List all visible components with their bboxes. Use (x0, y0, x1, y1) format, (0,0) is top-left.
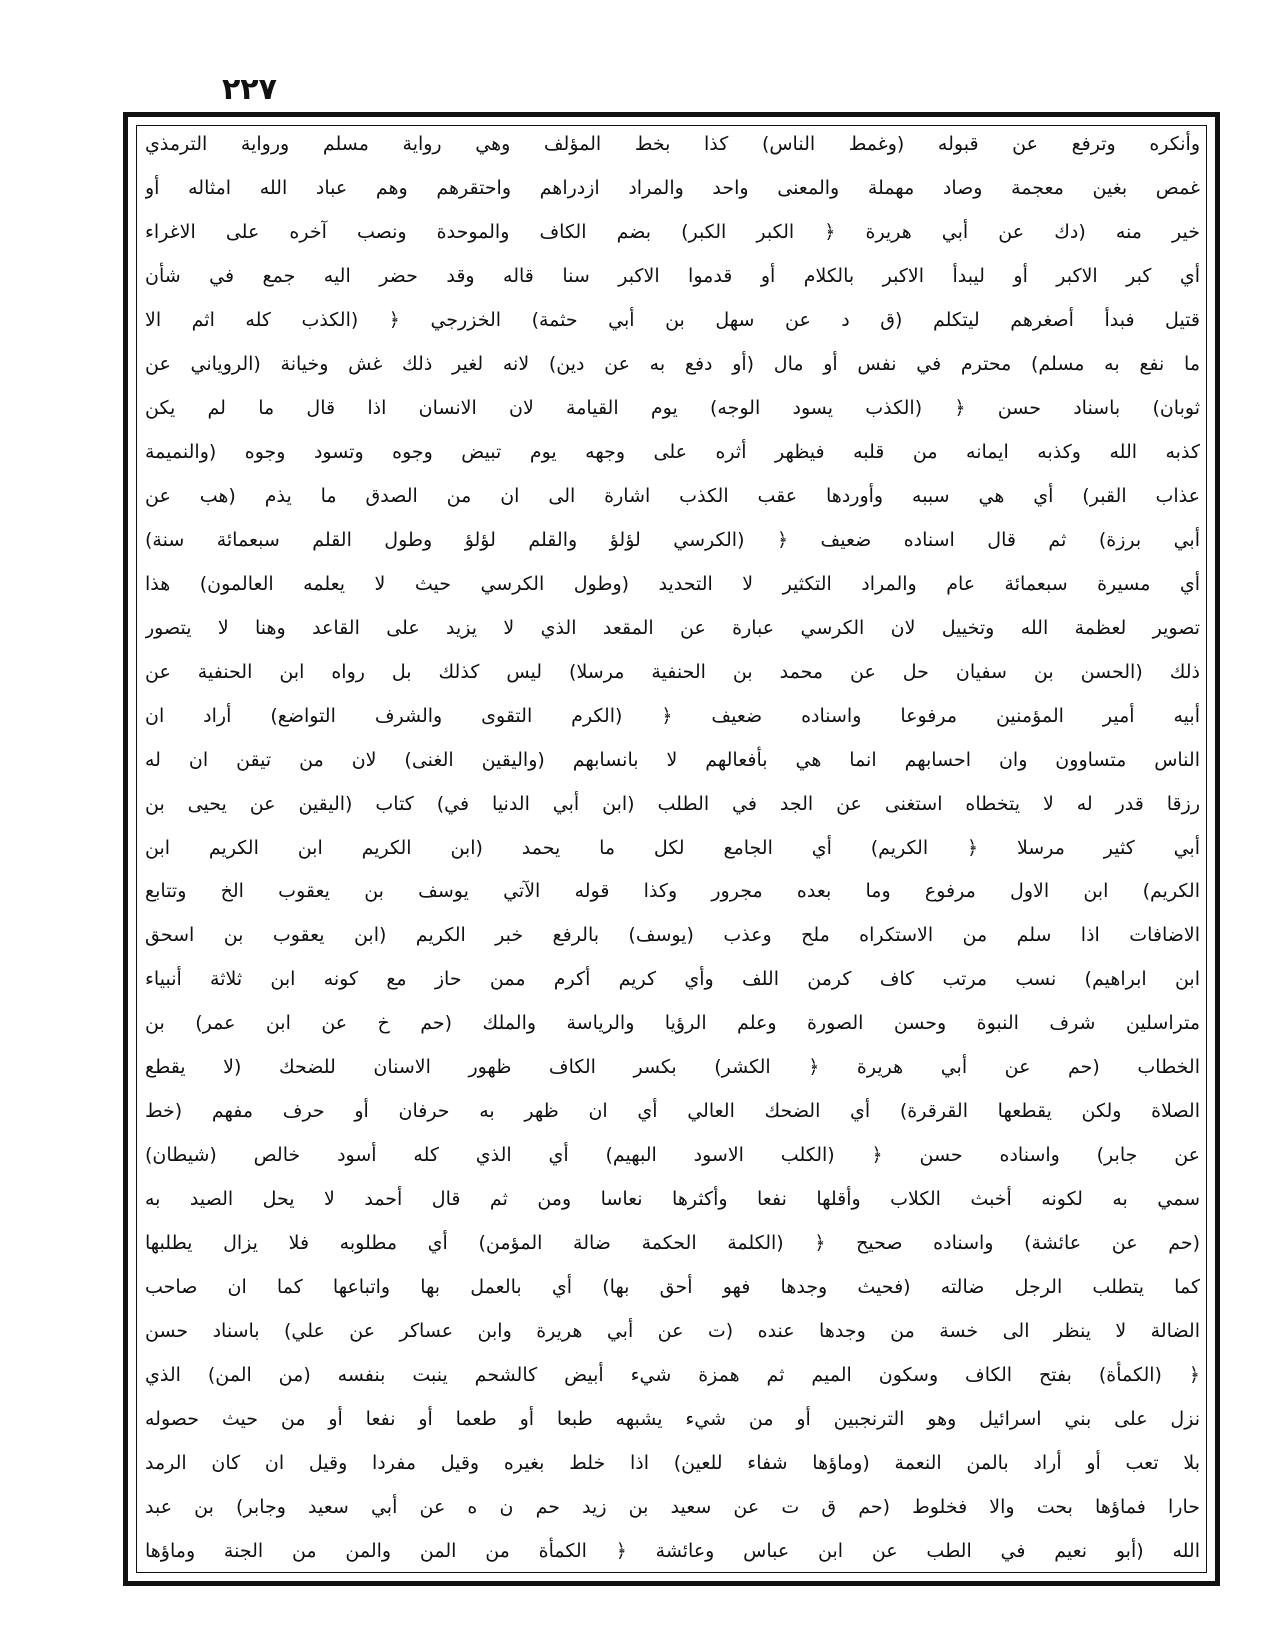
text-line: عذاب القبر) أي هي سببه وأوردها عقب الكذب اشارة الى ان من الصدق ما يذم (هب عن (145, 484, 1200, 507)
text-line: الكريم) ابن الاول مرفوع وما بعده مجرور وكذا قوله الآتي يوسف بن يعقوب الخ وتتابع (145, 880, 1200, 903)
text-line: متراسلين شرف النبوة وحسن الصورة وعلم الرؤيا والرياسة والملك (حم خ عن ابن عمر) بن (145, 1012, 1200, 1035)
text-line: الصلاة ولكن يقطعها القرقرة) أي الضحك العالي أي ان ظهر به حرفان أو حرف مفهم (خط (145, 1100, 1200, 1123)
text-line: كما يتطلب الرجل ضالته (فحيث وجدها فهو أحق بها) أي بالعمل بها واتباعها كما ان صاحب (145, 1276, 1200, 1299)
text-line: وأنكره وترفع عن قبوله (وغمط الناس) كذا بخط المؤلف وهي رواية مسلم ورواية الترمذي (145, 133, 1200, 155)
text-line: نزل على بني اسرائيل وهو الترنجبين أو من شيء يشبهه طبعا أو طعما أو نفعا أو من حيث حصوله (145, 1408, 1200, 1431)
text-line: أبي كثير مرسلا ﴿ الكريم) أي الجامع لكل ما يحمد (ابن الكريم ابن الكريم ابن (145, 836, 1200, 859)
text-line: سمي به لكونه أخبث الكلاب وأقلها نفعا وأكثرها نعاسا ومن ثم قال أحمد لا يحل الصيد به (145, 1188, 1200, 1211)
text-line: الخطاب (حم عن أبي هريرة ﴿ الكشر) بكسر الكاف ظهور الاسنان للضحك (لا يقطع (145, 1056, 1200, 1079)
text-body (145, 128, 1200, 1568)
page-number: ٢٢٧ (222, 72, 277, 107)
text-line: أي كبر الاكبر أو ليبدأ الاكبر بالكلام أو قدموا الاكبر سنا قاله وقد حضر اليه جمع في شأن (145, 264, 1200, 287)
text-line: الاضافات اذا سلم من الاستكراه ملح وعذب (يوسف) بالرفع خبر الكريم (ابن يعقوب بن اسحق (145, 924, 1200, 947)
text-line: ﴿ (الكمأة) بفتح الكاف وسكون الميم ثم همزة شيء أبيض كالشحم ينبت بنفسه (من المن) الذي (145, 1364, 1200, 1387)
text-line: (حم عن عائشة) واسناده صحيح ﴿ (الكلمة الحكمة ضالة المؤمن) أي مطلوبه فلا يزال يطلبها (145, 1232, 1200, 1255)
text-line: أبي برزة) ثم قال اسناده ضعيف ﴿ (الكرسي لؤلؤ والقلم لؤلؤ وطول القلم سبعمائة سنة) (145, 528, 1200, 551)
text-line: ما نفع به مسلم) محترم في نفس أو مال (أو دفع به عن دين) لانه لغير ذلك غش وخيانة (الروياني عن (145, 352, 1200, 375)
text-line: أبيه أمير المؤمنين مرفوعا واسناده ضعيف ﴿ (الكرم التقوى والشرف التواضع) أراد ان (145, 704, 1200, 727)
text-line: الضالة لا ينظر الى خسة من وجدها عنده (ت عن أبي هريرة وابن عساكر عن علي) باسناد حسن (145, 1320, 1200, 1343)
text-line: كذبه الله وكذبه ايمانه من قلبه فيظهر أثره على وجهه يوم تبيض وجوه وتسود وجوه (والنميمة (145, 440, 1200, 463)
text-line: غمص بغين معجمة وصاد مهملة والمعنى واحد والمراد ازدراهم واحتقرهم وهم عباد الله امثاله أو (145, 176, 1200, 199)
text-line: تصوير لعظمة الله وتخييل لان الكرسي عبارة عن المقعد الذي لا يزيد على القاعد وهنا لا يتصور (145, 616, 1200, 639)
text-line: الله (أبو نعيم في الطب عن ابن عباس وعائشة ﴿ الكمأة من المن والمن من الجنة وماؤها (145, 1540, 1200, 1562)
text-line: حارا فماؤها بحت والا فخلوط (حم ق ت عن سعيد بن زيد حم ن ه عن أبي سعيد وجابر) بن عبد (145, 1496, 1200, 1519)
text-line: أي مسيرة سبعمائة عام والمراد التكثير لا التحديد (وطول الكرسي حيث لا يعلمه العالمون) هذا (145, 572, 1200, 595)
text-line: عن جابر) واسناده حسن ﴿ (الكلب الاسود البهيم) أي الذي كله أسود خالص (شيطان) (145, 1144, 1200, 1167)
text-line: الناس متساوون وان احسابهم انما هي بأفعالهم لا بانسابهم (واليقين الغنى) لان من تيقن ان له (145, 748, 1200, 771)
text-line: خير منه (دك عن أبي هريرة ﴿ الكبر الكبر) بضم الكاف والموحدة ونصب آخره على الاغراء (145, 220, 1200, 243)
text-line: ثوبان) باسناد حسن ﴿ (الكذب يسود الوجه) يوم القيامة لان الانسان اذا قال ما لم يكن (145, 396, 1200, 419)
text-line: رزقا قدر له لا يتخطاه استغنى عن الجد في الطلب (ابن أبي الدنيا في) كتاب (اليقين عن يحيى بن (145, 792, 1200, 815)
text-line: بلا تعب أو أراد بالمن النعمة (وماؤها شفاء للعين) اذا خلط بغيره وقيل مفردا وقيل ان كان الرمد (145, 1452, 1200, 1475)
text-line: ابن ابراهيم) نسب مرتب كاف كرمن اللف وأي كريم أكرم ممن حاز مع كونه ابن ثلاثة أنبياء (145, 968, 1200, 991)
text-line: قتيل فبدأ أصغرهم ليتكلم (ق د عن سهل بن أبي حثمة) الخزرجي ﴿ (الكذب كله اثم الا (145, 308, 1200, 331)
text-line: ذلك (الحسن بن سفيان حل عن محمد بن الحنفية مرسلا) ليس كذلك بل رواه ابن الحنفية عن (145, 660, 1200, 683)
